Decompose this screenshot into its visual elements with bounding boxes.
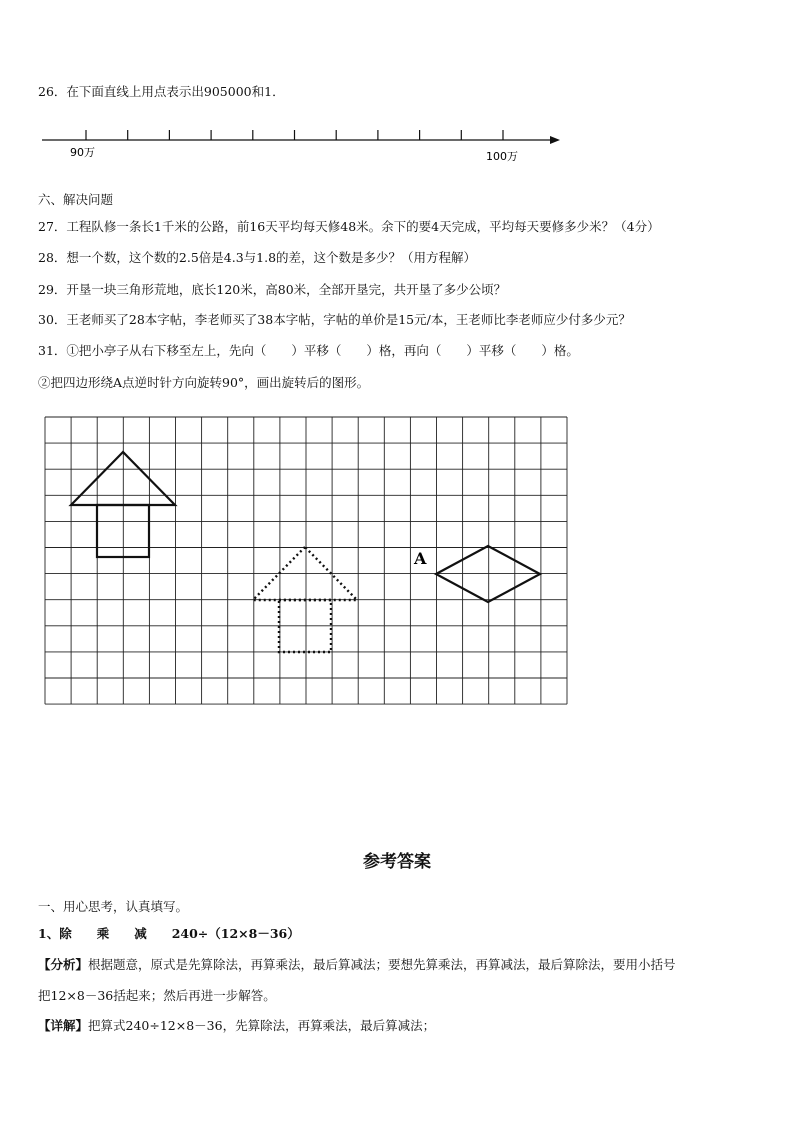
question-29: 29．开垦一块三角形荒地，底长120米，高80米，全部开垦完，共开垦了多少公顷？ <box>38 282 507 297</box>
analysis-line-2: 把12×8－36括起来；然后再进一步解答。 <box>38 988 276 1003</box>
number-line-right-label: 100万 <box>486 150 518 163</box>
detail-tag: 【详解】 <box>38 1018 89 1033</box>
answers-section-1: 一、用心思考，认真填写。 <box>38 899 189 914</box>
detail-line-1 <box>38 1017 435 1035</box>
detail-text-1: 把算式240÷12×8－36，先算除法，再算乘法，最后算减法； <box>88 1018 436 1033</box>
section-6-heading: 六、解决问题 <box>38 192 114 207</box>
analysis-tag: 【分析】 <box>38 957 89 972</box>
answer-1: 1、除 乘 减 240÷（12×8－36） <box>38 926 300 941</box>
answers-title: 参考答案 <box>363 852 431 872</box>
question-31-part2: ②把四边形绕A点逆时针方向旋转90°，画出旋转后的图形。 <box>38 375 370 390</box>
question-26: 26．在下面直线上用点表示出905000和1． <box>38 84 285 99</box>
analysis-text-1: 根据题意，原式是先算除法，再算乘法，最后算减法；要想先算乘法，再算减法，最后算除法，要用小括号 <box>88 957 676 972</box>
question-31-part1: 31．①把小亭子从右下移至左上，先向（ ）平移（ ）格，再向（ ）平移（ ）格。 <box>38 343 579 358</box>
question-28: 28．想一个数，这个数的2.5倍是4.3与1.8的差，这个数是多少？（用方程解） <box>38 250 477 265</box>
point-a-label: A <box>414 549 427 568</box>
number-line-left-label: 90万 <box>70 146 95 159</box>
question-30: 30．王老师买了28本字帖，李老师买了38本字帖，字帖的单价是15元/本，王老师比李老师应少付多少元？ <box>38 312 631 327</box>
question-27: 27．工程队修一条长1千米的公路，前16天平均每天修48米。余下的要4天完成，平均每天要修多少米？（4分） <box>38 219 660 234</box>
square-grid <box>45 417 567 704</box>
analysis-line-1 <box>38 956 676 974</box>
